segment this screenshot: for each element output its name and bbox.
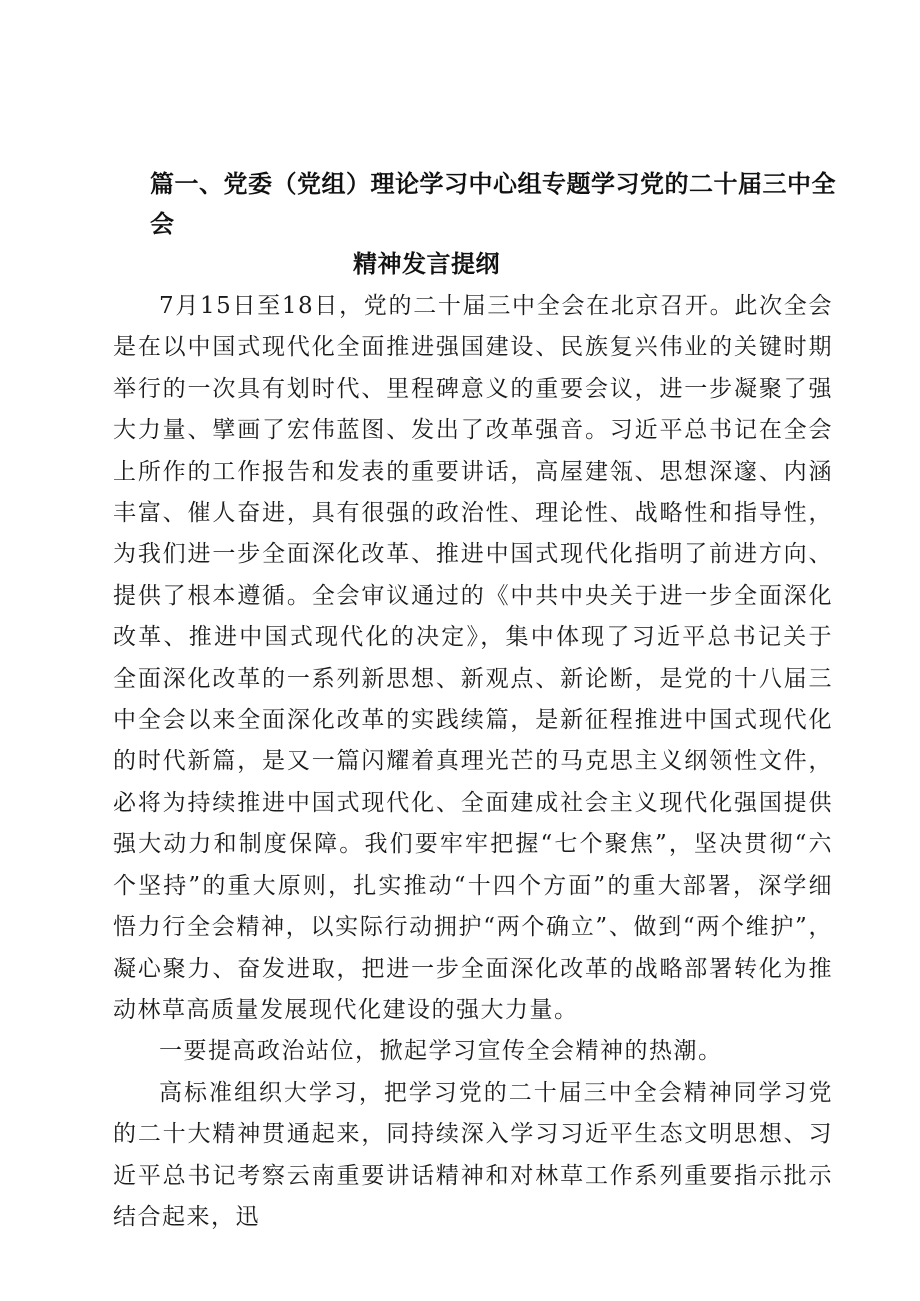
paragraph-point-one-body: 高标准组织大学习，把学习党的二十届三中全会精神同学习党的二十大精神贯通起来，同持续深入学习习近平生态文明思想、习近平总书记考察云南重要讲话精神和对林草工作系列重要指示批示结合起来，迅 (113, 1079, 833, 1230)
document-body (113, 286, 833, 1238)
document-title (150, 164, 850, 284)
paragraph-point-one-heading: 一要提高政治站位，掀起学习宣传全会精神的热潮。 (159, 1038, 723, 1065)
paragraph-intro: 7月15日至18日，党的二十届三中全会在北京召开。此次全会是在以中国式现代化全面推进强国建设、民族复兴伟业的关键时期举行的一次具有划时代、里程碑意义的重要会议，进一步凝聚了强大力量、擘画了宏伟蓝图、发出了改革强音。习近平总书记在全会上所作的工作报告和发表的重要讲话，高屋建瓴、思想深邃、内涵丰富、催人奋进，具有很强的政治性、理论性、战略性和指导性，为我们进一步全面深化改革、推进中国式现代化指明了前进方向、提供了根本遵循。全会审议通过的《中共中央关于进一步全面深化改革、推进中国式现代化的决定》，集中体现了习近平总书记关于全面深化改革的一系列新思想、新观点、新论断，是党的十八届三中全会以来全面深化改革的实践续篇，是新征程推进中国式现代化的时代新篇，是又一篇闪耀着真理光芒的马克思主义纲领性文件，必将为持续推进中国式现代化、全面建成社会主义现代化强国提供强大动力和制度保障。我们要牢牢把握“七个聚焦”，坚决贯彻“六个坚持”的重大原则，扎实推动“十四个方面”的重大部署，深学细悟力行全会精神，以实际行动拥护“两个确立”、做到“两个维护”，凝心聚力、奋发进取，把进一步全面深化改革的战略部署转化为推动林草高质量发展现代化建设的强大力量。 (113, 293, 833, 1023)
title-line-1: 篇一、党委（党组）理论学习中心组专题学习党的二十届三中全会 (150, 170, 836, 239)
title-line-2: 精神发言提纲 (353, 250, 500, 279)
